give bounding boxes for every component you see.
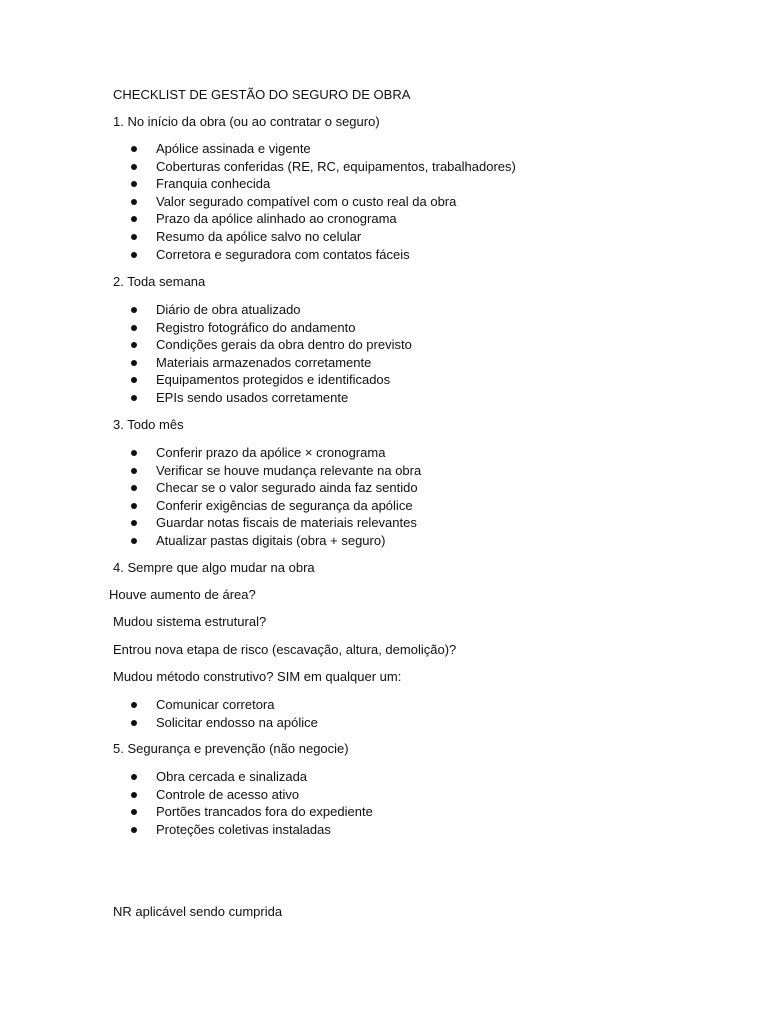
bullet-icon <box>131 485 137 491</box>
bullet-icon <box>131 234 137 240</box>
bullet-icon <box>131 520 137 526</box>
bullet-icon <box>131 395 137 401</box>
question-line: Houve aumento de área? <box>109 587 256 602</box>
question-line: Entrou nova etapa de risco (escavação, altura, demolição)? <box>113 642 457 657</box>
bullet-icon <box>131 199 137 205</box>
section-5-heading: 5. Segurança e prevenção (não negocie) <box>113 741 349 756</box>
section-4-heading: 4. Sempre que algo mudar na obra <box>113 560 315 575</box>
bullet-icon <box>131 450 137 456</box>
section-2-heading: 2. Toda semana <box>113 274 206 289</box>
bullet-icon <box>131 702 137 708</box>
bullet-icon <box>131 216 137 222</box>
bullet-icon <box>131 809 137 815</box>
bullet-icon <box>131 538 137 544</box>
bullet-icon <box>131 325 137 331</box>
bullet-icon <box>131 503 137 509</box>
bullet-icon <box>131 181 137 187</box>
document-title: CHECKLIST DE GESTÃO DO SEGURO DE OBRA <box>113 87 411 102</box>
section-3-heading: 3. Todo mês <box>113 417 184 432</box>
bullet-icon <box>131 360 137 366</box>
footer-note: NR aplicável sendo cumprida <box>113 904 283 919</box>
bullet-icon <box>131 307 137 313</box>
bullet-icon <box>131 146 137 152</box>
bullet-icon <box>131 342 137 348</box>
bullet-icon <box>131 164 137 170</box>
question-line: Mudou sistema estrutural? <box>113 614 267 629</box>
bullet-icon <box>131 252 137 258</box>
bullet-icon <box>131 377 137 383</box>
question-line: Mudou método construtivo? SIM em qualquer um: <box>113 669 402 684</box>
bullet-icon <box>131 774 137 780</box>
bullet-icon <box>131 720 137 726</box>
bullet-icon <box>131 827 137 833</box>
bullet-icon <box>131 468 137 474</box>
section-1-heading: 1. No início da obra (ou ao contratar o seguro) <box>113 114 380 129</box>
bullet-icon <box>131 792 137 798</box>
